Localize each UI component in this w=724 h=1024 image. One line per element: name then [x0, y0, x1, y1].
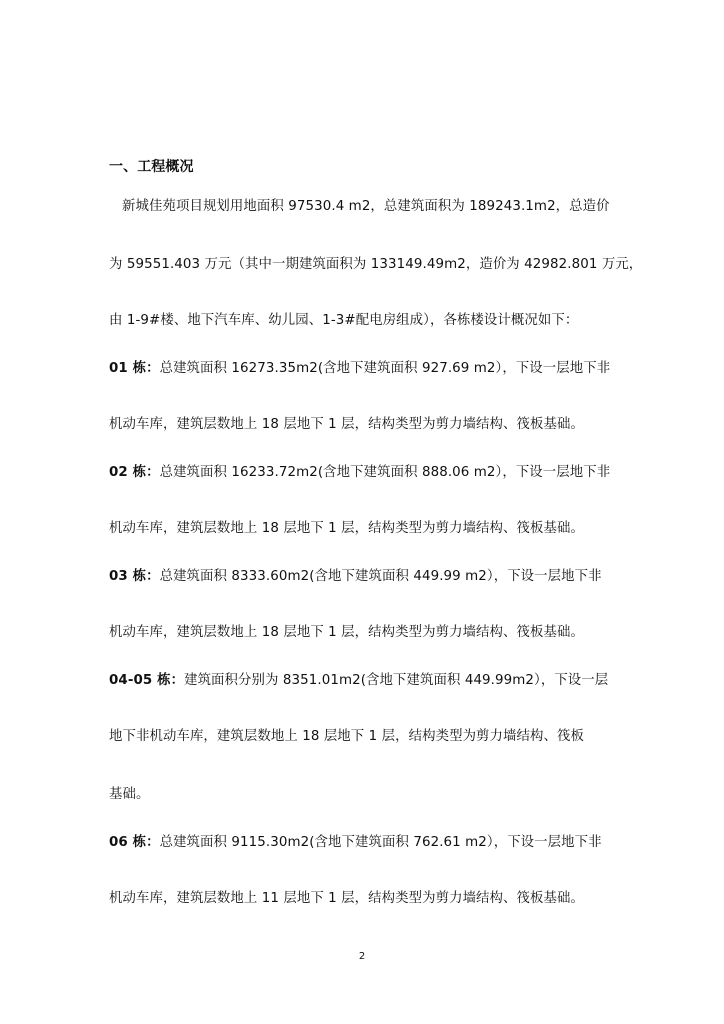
building-04-05-line-2: 地下非机动车库，建筑层数地上 18 层地下 1 层，结构类型为剪力墙结构、筏板: [109, 729, 584, 744]
building-04-05-line-1: [109, 672, 629, 690]
building-02-text-1: 总建筑面积 16233.72m2(含地下建筑面积 888.06 m2），下设一层地下非: [159, 465, 611, 480]
building-02-line-1: [109, 464, 629, 482]
building-01-line-1: [109, 360, 629, 378]
building-04-05-text-1: 建筑面积分别为 8351.01m2(含地下建筑面积 449.99m2），下设一层: [184, 673, 609, 688]
building-03-line-1: [109, 568, 629, 586]
intro-line-3: 由 1-9#楼、地下汽车库、幼儿园、1-3#配电房组成），各栋楼设计概况如下：: [109, 313, 579, 328]
building-03-line-2: 机动车库，建筑层数地上 18 层地下 1 层，结构类型为剪力墙结构、筏板基础。: [109, 625, 584, 640]
building-04-05-label: 04-05 栋：: [109, 673, 185, 688]
building-02-line-2: 机动车库，建筑层数地上 18 层地下 1 层，结构类型为剪力墙结构、筏板基础。: [109, 521, 584, 536]
building-06-label: 06 栋：: [109, 835, 160, 850]
building-01-line-2: 机动车库，建筑层数地上 18 层地下 1 层，结构类型为剪力墙结构、筏板基础。: [109, 417, 584, 432]
building-01-text-1: 总建筑面积 16273.35m2(含地下建筑面积 927.69 m2），下设一层地下非: [159, 361, 611, 376]
building-04-05-line-3: 基础。: [109, 787, 150, 802]
page-number: 2: [358, 951, 366, 962]
intro-line-2: 为 59551.403 万元（其中一期建筑面积为 133149.49m2，造价为 42982.801 万元，: [109, 257, 643, 272]
intro-line-1: 新城佳苑项目规划用地面积 97530.4 m2，总建筑面积为 189243.1m2，总造价: [122, 199, 610, 214]
building-03-text-1: 总建筑面积 8333.60m2(含地下建筑面积 449.99 m2），下设一层地下非: [159, 569, 602, 584]
building-06-line-1: [109, 834, 629, 852]
building-06-text-1: 总建筑面积 9115.30m2(含地下建筑面积 762.61 m2），下设一层地下非: [159, 835, 602, 850]
building-02-label: 02 栋：: [109, 465, 160, 480]
section-heading: 一、工程概况: [109, 159, 194, 175]
building-01-label: 01 栋：: [109, 361, 160, 376]
building-03-label: 03 栋：: [109, 569, 160, 584]
building-06-line-2: 机动车库，建筑层数地上 11 层地下 1 层，结构类型为剪力墙结构、筏板基础。: [109, 891, 584, 906]
